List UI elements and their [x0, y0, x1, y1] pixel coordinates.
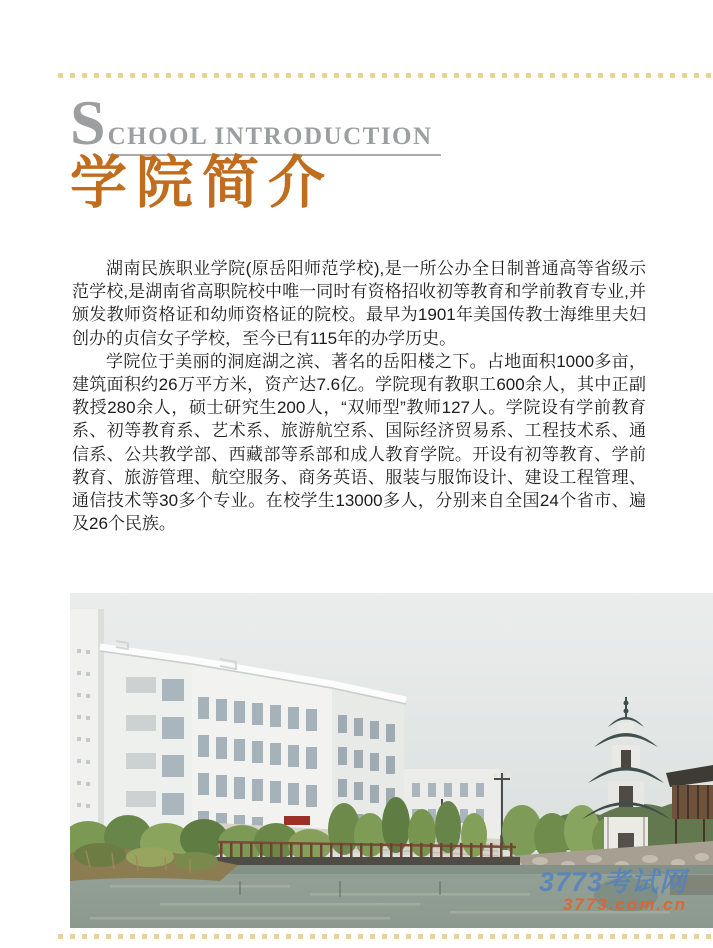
dropcap-letter: S: [70, 87, 108, 158]
intro-paragraph-1: 湖南民族职业学院(原岳阳师范学校),是一所公办全日制普通高等省级示范学校,是湖南省高职院校中唯一同时有资格招收初等教育和学前教育专业,并颁发教师资格证和幼师资格证的院校。最早为1901年美国传教士海维里夫妇创办的贞信女子学校，至今已有115年的办学历史。: [72, 259, 646, 348]
red-banner: [284, 816, 310, 825]
section-header: [70, 87, 630, 215]
top-dotted-border: [58, 73, 713, 78]
english-heading-text: CHOOL INTRODUCTION: [108, 123, 441, 156]
english-section-heading: [70, 87, 630, 158]
campus-photo: [70, 593, 713, 928]
watermark-domain: 3773.com.cn: [562, 895, 687, 915]
watermark: [539, 868, 687, 914]
introduction-text: [72, 257, 646, 535]
page-title: 学院简介: [70, 152, 334, 215]
watermark-site-name: 3773考试网: [538, 866, 687, 897]
intro-paragraph-2: 学院位于美丽的洞庭湖之滨、著名的岳阳楼之下。占地面积1000多亩，建筑面积约26万平方米，资产达7.6亿。学院现有教职工600余人，其中正副教授280余人，硕士研究生200人，“双师型”教师127人。学院设有学前教育系、初等教育系、艺术系、旅游航空系、国际经济贸易系、工程技术系、通信系、公共教学部、西藏部等系部和成人教育学院。开设有初等教育、学前教育、旅游管理、航空服务、商务英语、服装与服饰设计、建设工程管理、通信技术等30多个专业。在校学生13000多人，分别来自全国24个省市、遍及26个民族。: [72, 351, 646, 534]
bottom-dotted-border: [58, 934, 713, 939]
